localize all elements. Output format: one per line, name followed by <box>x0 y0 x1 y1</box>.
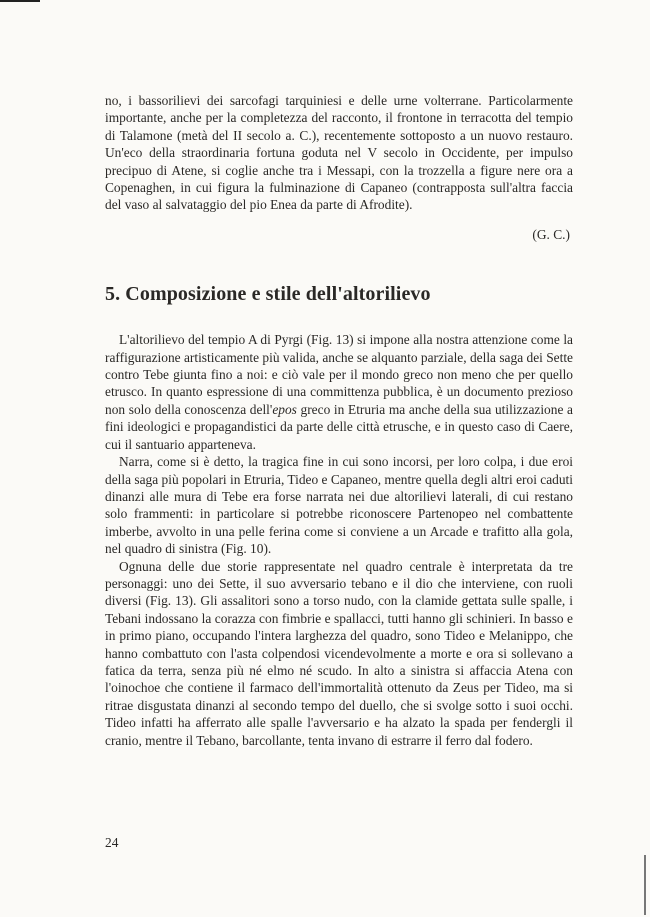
intro-paragraph: no, i bassorilievi dei sarcofagi tarquiniesi e delle urne volterrane. Particolarmente importante, anche per la completezza del racconto, il frontone in terracotta del tempio di Talamone (metà del II secolo a. C.), recentemente sottoposto a un nuovo restauro. Un'eco della straordinaria fortuna goduta nel V secolo in Occidente, per impulso precipuo di Atene, si coglie anche tra i Messapi, con la trozzella a figure nere ora a Copenaghen, in cui figura la fulminazione di Capaneo (contrapposta sull'altra faccia del vaso al salvataggio del pio Enea da parte di Afrodite). <box>105 93 573 213</box>
section-heading: 5. Composizione e stile dell'altorilievo <box>105 283 431 306</box>
scan-edge-mark <box>644 855 646 915</box>
paragraph-1 <box>105 331 573 453</box>
paragraph-1-italic: epos <box>272 401 297 417</box>
paragraph-3: Ognuna delle due storie rappresentate nel quadro centrale è interpretata da tre personaggi: uno dei Sette, il suo avversario tebano e il dio che interviene, con ruoli diversi (Fig. 13). Gli assalitori sono a torso nudo, con la clamide gettata sulle spalle, i Tebani indossano la corazza con fimbrie e spallacci, tutti hanno gli schinieri. In basso e in primo piano, occupando l'intera larghezza del quadro, sono Tideo e Melanippo, che hanno combattuto con l'asta colpendosi vicendevolmente a morte e ora si sollevano a fatica da terra, senza più né elmo né scudo. In alto a sinistra si affaccia Atena con l'oinochoe che contiene il farmaco dell'immortalità ottenuto da Zeus per Tideo, ma si ritrae disgustata dinanzi al secondo tempo del duello, che si svolge sotto i suoi occhi. Tideo infatti ha afferrato alle spalle l'avversario e ha alzato la spada per fendergli il cranio, mentre il Tebano, barcollante, tenta invano di estrarre il ferro dal fodero. <box>105 558 573 748</box>
page-number: 24 <box>105 835 119 850</box>
author-initials: (G. C.) <box>532 226 570 242</box>
scan-border-mark <box>0 0 40 2</box>
paragraph-1-end: greco in Etruria ma anche della sua utilizzazione a fini ideologici e propagandistici da parte delle città etrusche, e in questo caso di Caere, cui il santuario apparteneva. <box>105 401 573 452</box>
page-body <box>105 92 573 749</box>
paragraph-1-text: L'altorilievo del tempio A di Pyrgi (Fig. 13) si impone alla nostra attenzione come la raffigurazione artisticamente più valida, anche se alquanto parziale, della saga dei Sette contro Tebe giunta fino a noi: e ciò vale per il mondo greco non meno che per quello etrusco. In quanto espressione di una committenza pubblica, è un documento prezioso non solo della conoscenza dell' <box>105 332 573 417</box>
paragraph-2: Narra, come si è detto, la tragica fine in cui sono incorsi, per loro colpa, i due eroi della saga più popolari in Etruria, Tideo e Capaneo, mentre quella degli altri eroi caduti dinanzi alle mura di Tebe era forse narrata nei due altorilievi laterali, di cui restano solo frammenti: in particolare si potrebbe riconoscere Partenopeo nel combattente imberbe, avvolto in una pelle ferina come si conviene a un Arcade e trafitto alla gola, nel quadro di sinistra (Fig. 10). <box>105 454 573 557</box>
